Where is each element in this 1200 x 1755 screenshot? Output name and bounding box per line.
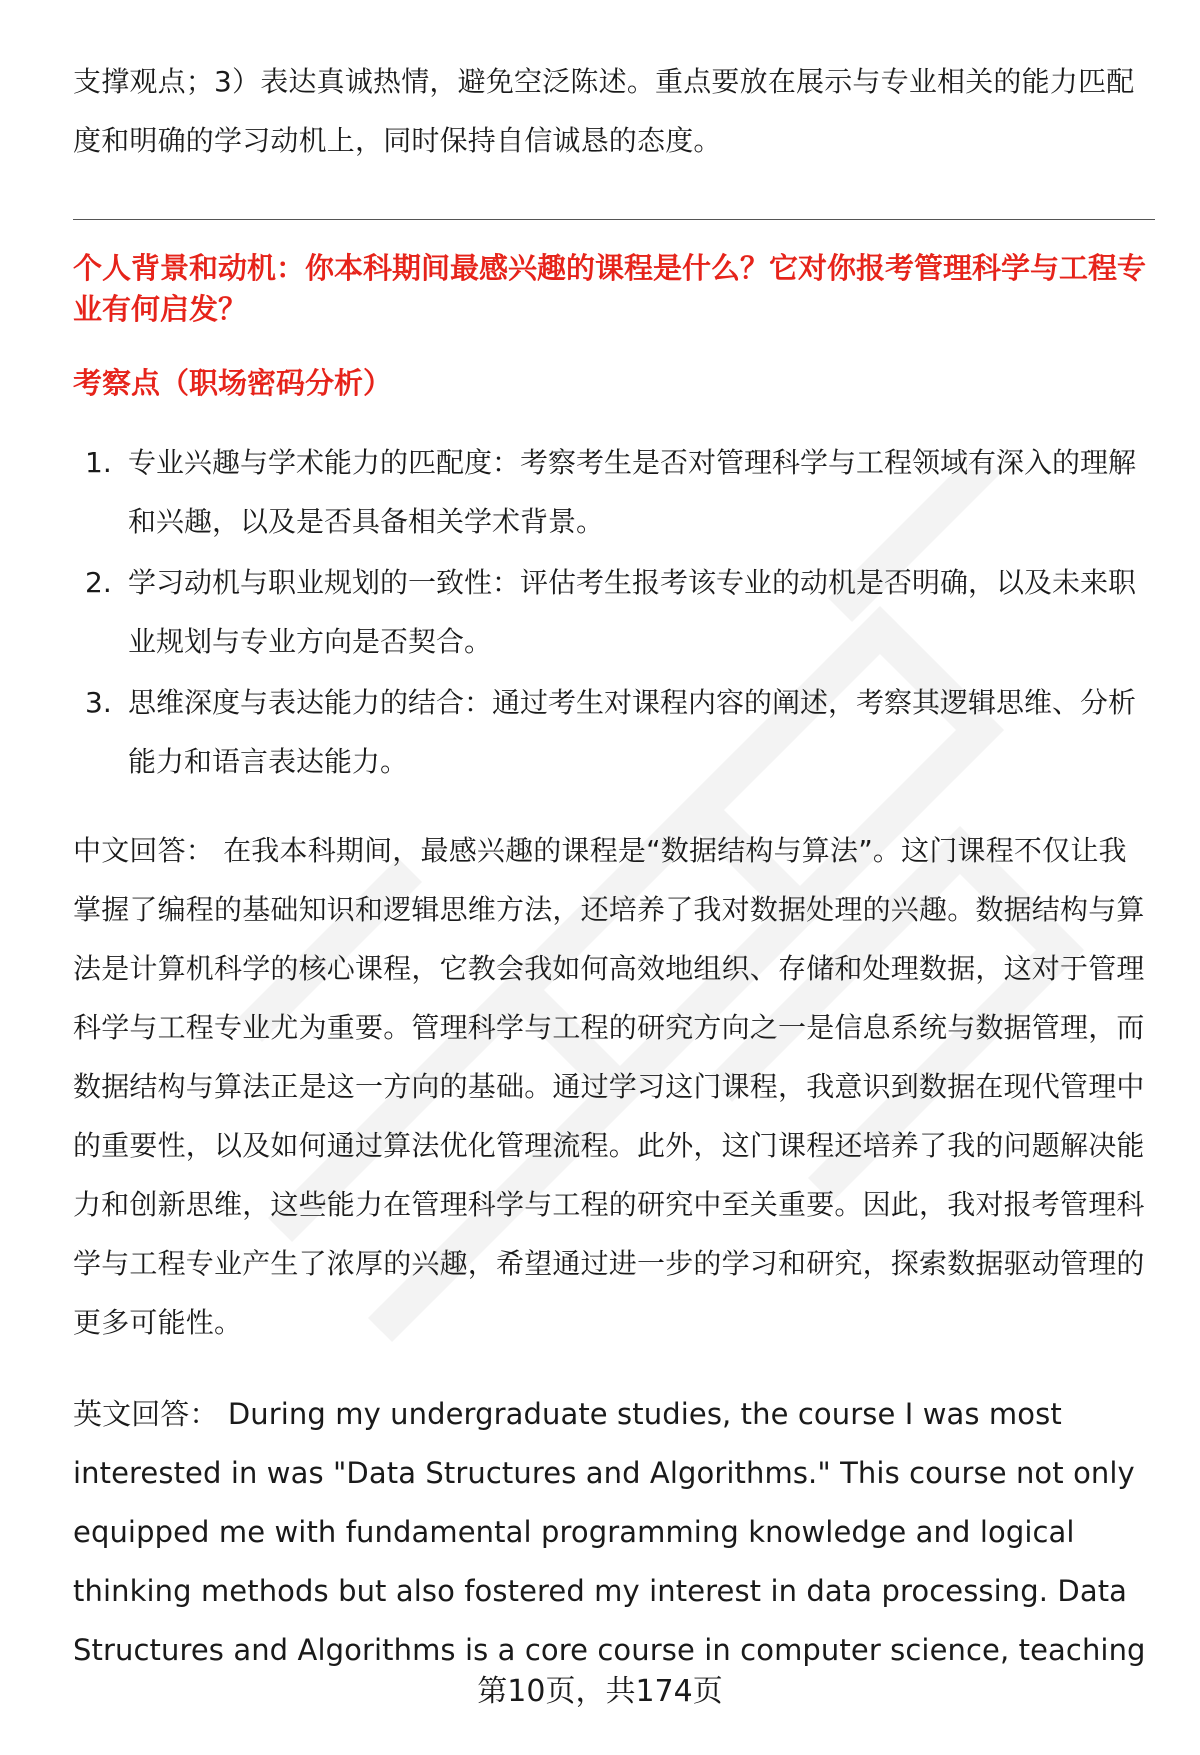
assessment-subheading: 考察点（职场密码分析） bbox=[73, 366, 393, 400]
list-item-number: 2. bbox=[85, 566, 112, 599]
list-item bbox=[73, 553, 1153, 671]
list-item-text: 思维深度与表达能力的结合：通过考生对课程内容的阐述，考察其逻辑思维、分析能力和语言表达能力。 bbox=[128, 686, 1137, 778]
list-item-number: 3. bbox=[85, 686, 112, 719]
list-item-text: 学习动机与职业规划的一致性：评估考生报考该专业的动机是否明确，以及未来职业规划与专业方向是否契合。 bbox=[128, 566, 1137, 658]
list-item bbox=[73, 673, 1153, 791]
assessment-points-list bbox=[73, 433, 1153, 793]
chinese-answer-paragraph: 中文回答： 在我本科期间，最感兴趣的课程是“数据结构与算法”。这门课程不仅让我掌握了编程的基础知识和逻辑思维方法，还培养了我对数据处理的兴趣。数据结构与算法是计算机科学的核心课程，它教会我如何高效地组织、存储和处理数据，这对于管理科学与工程专业尤为重要。管理科学与工程的研究方向之一是信息系统与数据管理，而数据结构与算法正是这一方向的基础。通过学习这门课程，我意识到数据在现代管理中的重要性，以及如何通过算法优化管理流程。此外，这门课程还培养了我的问题解决能力和创新思维，这些能力在管理科学与工程的研究中至关重要。因此，我对报考管理科学与工程专业产生了浓厚的兴趣，希望通过进一步的学习和研究，探索数据驱动管理的更多可能性。 bbox=[73, 834, 1145, 1339]
english-answer-paragraph: 英文回答： During my undergraduate studies, the course I was most interested in was "Data Structures and Algorithms." This course not only equipped me with fundamental programming knowledge and logical thinking methods but also fostered my interest in data processing. Data Structures and Algorithms is a core course in computer science, teaching bbox=[73, 1397, 1146, 1667]
section-divider bbox=[73, 219, 1155, 220]
intro-paragraph: 支撑观点；3）表达真诚热情，避免空泛陈述。重点要放在展示与专业相关的能力匹配度和明确的学习动机上，同时保持自信诚恳的态度。 bbox=[73, 65, 1135, 157]
list-item bbox=[73, 433, 1153, 551]
list-item-text: 专业兴趣与学术能力的匹配度：考察考生是否对管理科学与工程领域有深入的理解和兴趣，以及是否具备相关学术背景。 bbox=[128, 446, 1137, 538]
page-number-footer: 第10页，共174页 bbox=[477, 1674, 723, 1709]
question-heading: 个人背景和动机：你本科期间最感兴趣的课程是什么？它对你报考管理科学与工程专业有何启发？ bbox=[73, 251, 1147, 326]
list-item-number: 1. bbox=[85, 446, 112, 479]
